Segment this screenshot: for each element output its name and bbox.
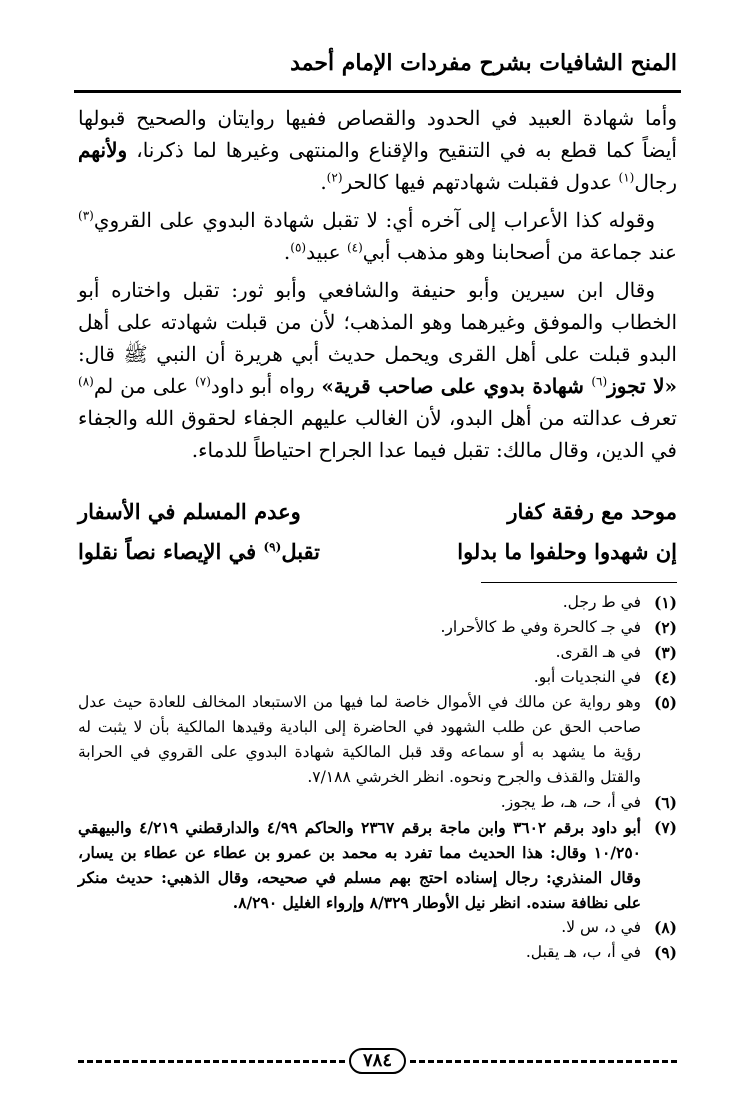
footnote-ref[interactable]: (٢)	[326, 170, 343, 185]
footnote-ref[interactable]: (٥)	[290, 240, 307, 255]
footnote-item: (٧) أبو داود برقم ٣٦٠٢ وابن ماجة برقم ٢٣٦٧ والحاكم ٤/٩٩ والدارقطني ٤/٢١٩ والبيهقي ١٠/٢٥٠ وقال: هذا الحديث مما تفرد به محمد بن عمرو بن عطاء عن عطاء بن يسار، وقال المنذري: رجال إسناده احتج بهم مسلم في صحيحه، وقال الذهبي: حديث منكر على نظافة سنده. انظر نيل الأوطار ٨/٣٢٩ وإرواء الغليل ٨/٢٩٠.	[78, 818, 677, 912]
verse-hemistich-left: تقبل$^{(٩)}$ في الإيصاء نصاً نقلوا	[78, 539, 321, 564]
footer-dash-line	[78, 1060, 345, 1063]
footnotes	[78, 590, 677, 965]
footnote-item: (١) في ط رجل.	[562, 593, 677, 612]
verse-hemistich-left: وعدم المسلم في الأسفار	[78, 499, 301, 524]
footnote-ref[interactable]: (٩)	[263, 540, 282, 554]
header-rule	[74, 90, 681, 93]
main-text	[78, 102, 677, 472]
footnote-ref[interactable]: (١)	[618, 170, 635, 185]
verse-line	[78, 532, 677, 572]
paragraph-3: وقال ابن سيرين وأبو حنيفة والشافعي وأبو ثور: تقبل واختاره أبو الخطاب والموفق وغيرهما وهو المذهب؛ لأن من قبلت شهادته على أهل البدو قبلت على أهل القرى ويحمل حديث أبي هريرة أن النبي ﷺ قال: «لا تجوز$^{(٦)}$ شهادة بدوي على صاحب قرية» رواه أبو داود$^{(٧)}$ على من لم$^{(٨)}$ تعرف عدالته من أهل البدو، لأن الغالب عليهم الجفاء لحقوق الله والجفاء في الدين، وقال مالك: تقبل فيما عدا الجراح احتياطاً للدماء.	[78, 278, 677, 462]
verse-hemistich-right: إن شهدوا وحلفوا ما بدلوا	[457, 539, 677, 564]
paragraph-2: وقوله كذا الأعراب إلى آخره أي: لا تقبل شهادة البدوي على القروي$^{(٣)}$ عند جماعة من أصحابنا وهو مذهب أبي$^{(٤)}$ عبيد$^{(٥)}$.	[78, 208, 677, 264]
footnote-item: (٥) وهو رواية عن مالك في الأموال خاصة لما فيها من الاستبعاد المخالف للعادة حيث عدل صاحب الحق عن طلب الشهود في الحاضرة إلى البادية وقيدها المالكية بأن لا يثبت له رؤية ما يشهد به أو سماعه وقد قبل المالكية شهادة البدوي على القروي في الحرابة والقتل والقذف والجرح ونحوه. انظر الخرشي ٧/١٨٨.	[78, 693, 677, 786]
footnote-ref[interactable]: (٧)	[195, 374, 211, 389]
verse-line	[78, 492, 677, 532]
hadith-quote: «لا تجوز	[607, 374, 677, 398]
footnote-item: (٢) في جـ كالحرة وفي ط كالأحرار.	[440, 618, 677, 637]
footnote-ref[interactable]: (٤)	[346, 240, 363, 255]
hadith-quote: شهادة بدوي على صاحب قرية»	[321, 374, 592, 398]
footnote-item: (٣) في هـ القرى.	[555, 643, 677, 662]
footnote-item: (٩) في أ، ب، هـ يقبل.	[525, 943, 677, 962]
verse-hemistich-right: موحد مع رفقة كفار	[507, 499, 677, 524]
poem-verses	[78, 492, 677, 572]
running-header-title: المنح الشافيات بشرح مفردات الإمام أحمد	[290, 50, 677, 76]
footnote-separator	[481, 582, 677, 583]
footnote-ref[interactable]: (٣)	[78, 208, 94, 223]
page-number: ٧٨٤	[349, 1048, 406, 1074]
footnote-item: (٨) في د، س لا.	[561, 918, 677, 937]
footnote-item: (٤) في النجديات أبو.	[533, 668, 677, 687]
footnote-ref[interactable]: (٦)	[591, 374, 608, 389]
page-footer	[78, 1048, 677, 1074]
paragraph-1: وأما شهادة العبيد في الحدود والقصاص ففيها روايتان والصحيح قبولها أيضاً كما قطع به في التنقيح والإقناع والمنتهى وغيرها لما ذكرنا، ولأنهم رجال$^{(١)}$ عدول فقبلت شهادتهم فيها كالحر$^{(٢)}$.	[78, 106, 677, 194]
footer-dash-line	[410, 1060, 677, 1063]
footnote-item: (٦) في أ، حـ، هـ، ط يجوز.	[500, 793, 677, 812]
footnote-ref[interactable]: (٨)	[78, 374, 94, 389]
